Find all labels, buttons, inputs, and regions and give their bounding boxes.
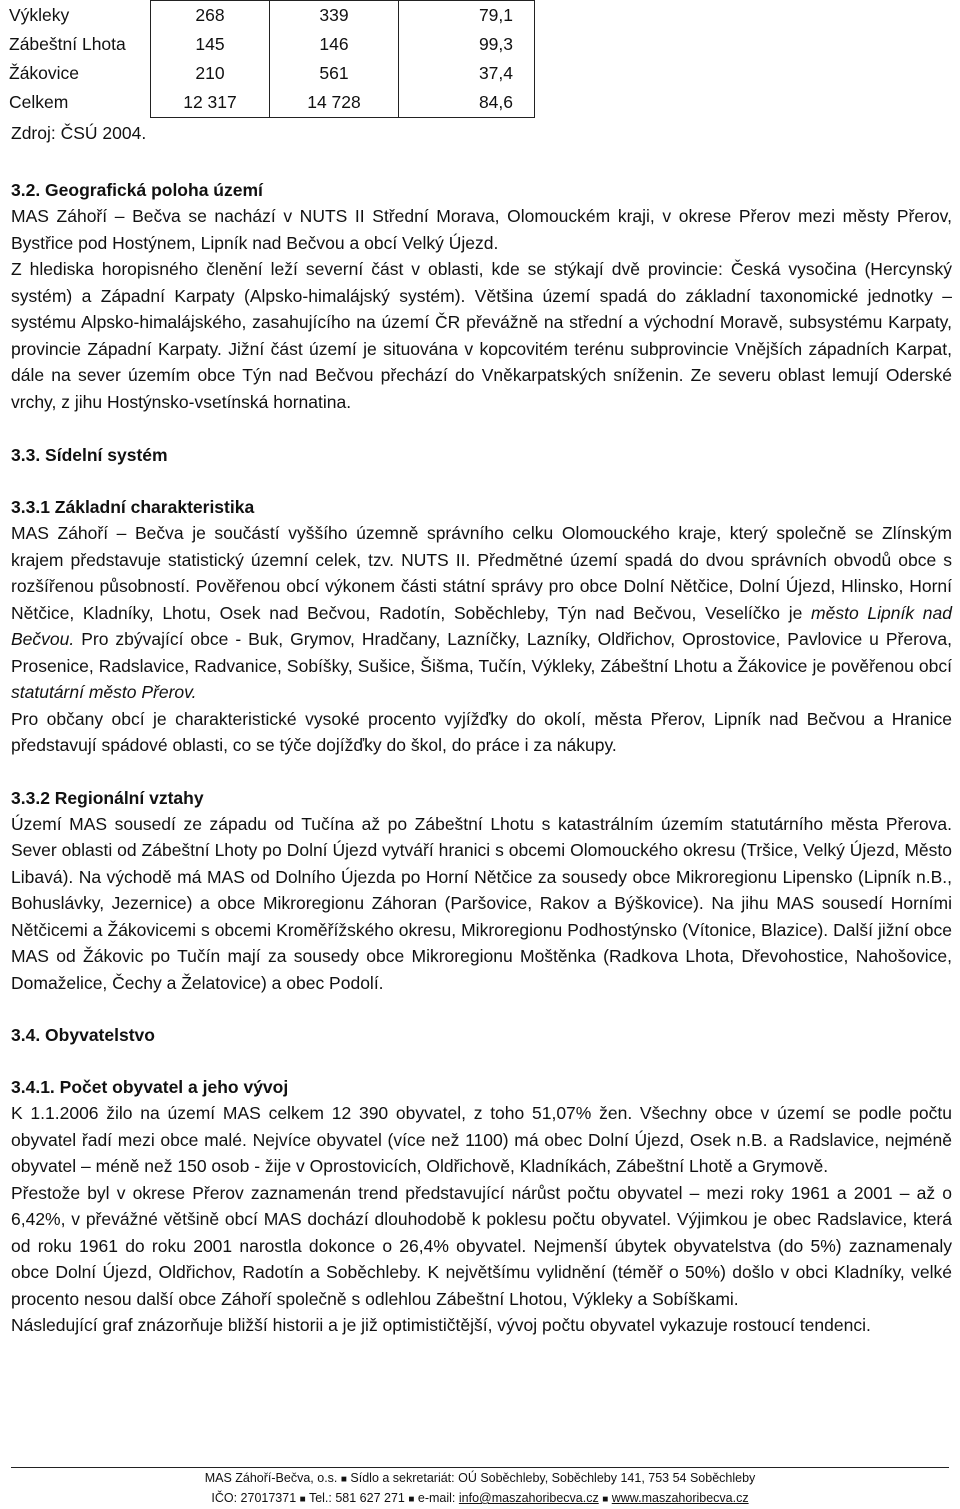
footer-tel: Tel.: 581 627 271 [308,1491,405,1505]
paragraph-geomorphology: Z hlediska horopisného členění leží severní část v oblasti, kde se stýkají dvě provincie: Česká vysočina (Hercynský systém) a Západní Karpaty (Alpsko-himalájský systém). Většina území spadá do základní taxonomické jednotky – systému Alpsko-himalájského, zasahujícího na území ČR převážně na střední a východní Moravě, subsystému Karpaty, provincie Západní Karpaty. Jižní část území je situována v kopcovitém terénu subprovincie Vnějších západních Karpat, dále na sever územím obce Týn nad Bečvou přechází do Vněkarpatských sníženin. Ze severu oblast lemují Oderské vrchy, z jihu Hostýnsko-vsetínská hornatina. [11,259,952,412]
value-cell: 14 728 [270,88,399,118]
footer-separator: ■ [299,1494,306,1505]
table-row [9,1,535,31]
municipality-cell: Celkem [9,92,69,113]
municipality-cell: Žákovice [9,63,80,83]
heading-3-2: 3.2. Geografická poloha území [11,180,263,200]
heading-3-4-1: 3.4.1. Počet obyvatel a jeho vývoj [11,1077,289,1097]
value-cell: 561 [270,59,399,88]
municipality-cell: Zábeštní Lhota [9,34,126,54]
paragraph-commuting: Pro občany obcí je charakteristické vysoké procento vyjížďky do okolí, města Přerov, Lipník nad Bečvou a Hranice představují spádové oblasti, co se týče dojížďky do škol, do práce i za nákupy. [11,708,952,755]
percent-cell: 79,1 [399,1,535,31]
italic-segment: město Lipník nad Bečvou. [11,602,952,649]
value-cell: 210 [151,59,270,88]
page-footer [11,1467,949,1509]
footer-line-1 [11,1469,949,1489]
italic-segment: statutární město Přerov. [11,682,197,702]
document-page [11,0,952,1339]
footer-email-label: e-mail: [417,1491,456,1505]
value-cell: 339 [270,1,399,31]
paragraph-population-trend: Přestože byl v okrese Přerov zaznamenán trend představující nárůst počtu obyvatel – mezi roky 1961 a 2001 – až o 6,42%, v převážné většině obcí MAS dochází dlouhodobě k poklesu počtu obyvatel. Výjimkou je obec Radslavice, která od roku 1961 do roku 2001 narostla dokonce o 26,4% obyvatel. Nejmenší úbytek obyvatelstva (do 5%) zaznamenaly obce Dolní Újezd, Oldřichov, Radotín a Soběchleby. K největšímu vylidnění (téměř o 50%) došlo v obci Kladníky, velké procento nesou další obce Záhoří společně s odlehlou Zábeštní Lhotou, Výkleky a Sobíškami. [11,1182,952,1309]
value-cell: 145 [151,30,270,59]
paragraph-population-count: K 1.1.2006 žilo na území MAS celkem 12 390 obyvatel, z toho 51,07% žen. Všechny obce v území se podle počtu obyvatel řadí mezi obce malé. Nejvíce obyvatel (více než 1100) má obec Dolní Újezd, Osek n.B. a Radslavice, nejméně obyvatel – méně než 150 osob - žije v Oprostovicích, Oldřichově, Kladníkách, Zábeštní Lhotě a Grymově. [11,1103,952,1176]
footer-address: Sídlo a sekretariát: OÚ Soběchleby, Soběchleby 141, 753 54 Soběchleby [350,1471,756,1485]
footer-separator: ■ [602,1494,609,1505]
heading-3-4: 3.4. Obyvatelstvo [11,1025,155,1045]
value-cell: 146 [270,30,399,59]
population-table [9,0,535,118]
text-segment: Pro zbývající obce - Buk, Grymov, Hradčany, Lazníčky, Lazníky, Oldřichov, Oprostovice, Pavlovice u Přerova, Prosenice, Radslavice, Radvanice, Sobíšky, Sušice, Šišma, Tučín, Výkleky, Zábeštní Lhotu a Žákovice je pověřenou obcí [11,629,952,676]
paragraph-basic-characteristics [11,520,952,706]
footer-separator: ■ [408,1494,415,1505]
percent-cell: 84,6 [399,88,535,118]
value-cell: 12 317 [151,88,270,118]
percent-cell: 99,3 [399,30,535,59]
table-row [9,59,535,88]
paragraph-regional-relations: Území MAS sousedí ze západu od Tučína až po Zábeštní Lhotu s katastrálním územím statutárního města Přerova. Sever oblasti od Zábeštní Lhoty po Dolní Újezd vytváří hranici s obcemi Olomouckého okresu (Tršice, Velký Újezd, Město Libavá). Na východě má MAS od Dolního Újezda po Horní Nětčice za sousedy obce Mikroregionu Lipensko (Lipník n.B., Bohuslávky, Jezernice) a obce Mikroregionu Záhoran (Paršovice, Rakov a Býškovice). Na jihu MAS sousedí Horními Nětčicemi a Žákovicemi s obcemi Kroměřížského okresu, Mikroregionu Podhostýnsko (Vítonice, Blazice). Další jižní obce MAS od Žákovic po Tučín mají za sousedy obce Mikroregionu Moštěnka (Radkova Lhota, Dřevohostice, Nahošovice, Domaželice, Čechy a Želatovice) a obec Podolí. [11,813,952,993]
municipality-cell: Výkleky [9,4,70,25]
table-row [9,30,535,59]
footer-web-link[interactable]: www.maszahoribecva.cz [611,1491,749,1505]
footer-separator: ■ [340,1474,347,1485]
paragraph-graph-intro: Následující graf znázorňuje bližší historii a je již optimističtější, vývoj počtu obyvatel vykazuje rostoucí tendenci. [11,1315,871,1335]
heading-3-3: 3.3. Sídelní systém [11,445,168,465]
heading-3-3-1: 3.3.1 Základní charakteristika [11,497,255,517]
footer-line-2 [11,1489,949,1509]
value-cell: 268 [151,1,270,31]
table-row [9,88,535,118]
footer-org-name: MAS Záhoří-Bečva, o.s. [204,1471,338,1485]
paragraph-location: MAS Záhoří – Bečva se nachází v NUTS II Střední Morava, Olomouckém kraji, v okrese Přerov mezi městy Přerov, Bystřice pod Hostýnem, Lipník nad Bečvou a obcí Velký Újezd. [11,206,952,253]
percent-cell: 37,4 [399,59,535,88]
table-source: Zdroj: ČSÚ 2004. [11,123,147,143]
heading-3-3-2: 3.3.2 Regionální vztahy [11,787,204,808]
footer-ico: IČO: 27017371 [211,1491,297,1505]
text-segment: MAS Záhoří – Bečva je součástí vyššího územně správního celku Olomouckého kraje, který společně se Zlínským krajem představuje statistický územní celek, tzv. NUTS II. Předmětné území spadá do dvou správních obvodů obce s rozšířenou působností. Pověřenou obcí výkonem části státní správy pro obce Dolní Nětčice, Dolní Újezd, Hlinsko, Horní Nětčice, Kladníky, Lhotu, Osek nad Bečvou, Radotín, Soběchleby, Týn nad Bečvou, Veselíčko je [11,523,952,623]
footer-email-link[interactable]: info@maszahoribecva.cz [458,1491,599,1505]
